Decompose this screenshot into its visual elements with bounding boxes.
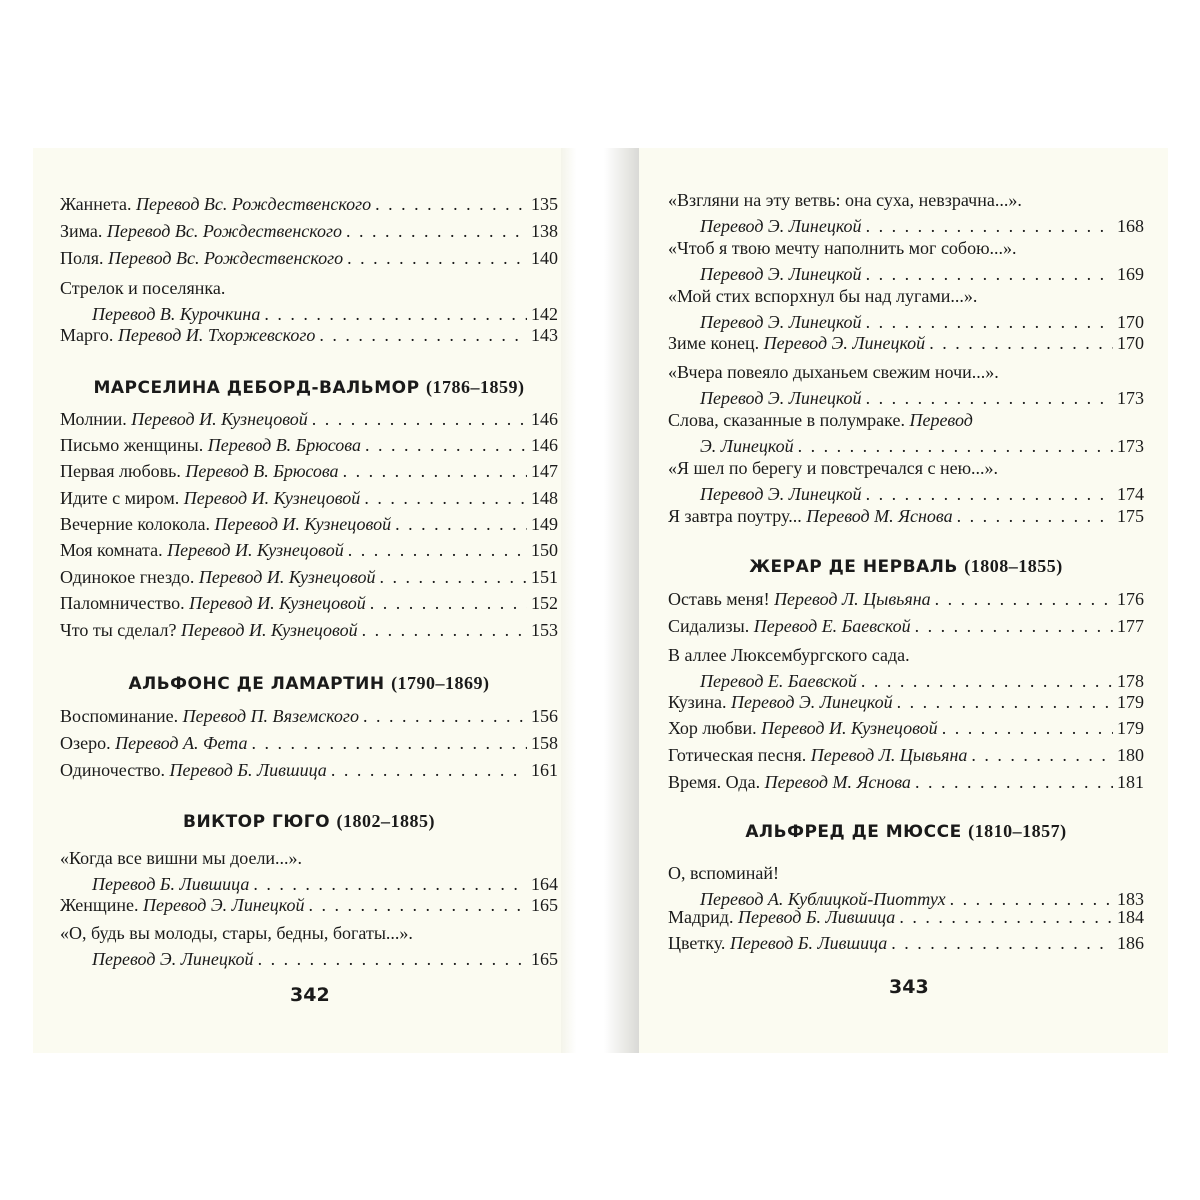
page-ref: 178 — [1117, 671, 1144, 691]
page-ref: 143 — [531, 325, 558, 345]
toc-entry: Моя комната. Перевод И. Кузнецовой . . . 150 — [60, 537, 558, 563]
toc-entry: Хор любви. Перевод И. Кузнецовой . . . 179 — [668, 715, 1144, 741]
toc-entry: Женщине. Перевод Э. Линецкой . . . 165 — [60, 892, 558, 918]
toc-entry: Готическая песня. Перевод Л. Цывьяна . . . 180 — [668, 742, 1144, 768]
toc-entry: Я завтра поутру... Перевод М. Яснова . . . 175 — [668, 503, 1144, 529]
page-ref: 161 — [531, 760, 558, 780]
section-heading: АЛЬФРЕД ДЕ МЮССЕ (1810–1857) — [745, 821, 1067, 842]
section-heading: МАРСЕЛИНА ДЕБОРД-ВАЛЬМОР (1786–1859) — [93, 377, 525, 398]
toc-entry: «Я шел по берегу и повстречался с нею...». Перевод Э. Линецкой . . . 174 — [668, 455, 1144, 507]
page-ref: 149 — [531, 514, 558, 534]
page-ref: 174 — [1117, 484, 1144, 504]
toc-entry: Идите с миром. Перевод И. Кузнецовой . . . 148 — [60, 485, 558, 511]
toc-entry: «Мой стих вспорхнул бы над лугами...». Перевод Э. Линецкой . . . 170 — [668, 283, 1144, 335]
book-spread — [33, 148, 1168, 1053]
book-gutter — [561, 148, 639, 1053]
page-ref: 186 — [1117, 933, 1144, 953]
page-ref: 150 — [531, 540, 558, 560]
toc-entry: Слова, сказанные в полумраке. Перевод Э. Линецкой . . . 173 — [668, 407, 1144, 459]
page-ref: 168 — [1117, 216, 1144, 236]
page-number: 343 — [889, 976, 929, 998]
page-number: 342 — [290, 984, 330, 1006]
toc-entry: Паломничество. Перевод И. Кузнецовой . . . 152 — [60, 590, 558, 616]
toc-entry: Зиме конец. Перевод Э. Линецкой . . . 170 — [668, 330, 1144, 356]
page-ref: 135 — [531, 194, 558, 214]
page-ref: 142 — [531, 304, 558, 324]
page-ref: 146 — [531, 435, 558, 455]
page-ref: 165 — [531, 949, 558, 969]
page-ref: 146 — [531, 409, 558, 429]
toc-entry: «Вчера повеяло дыханьем свежим ночи...». Перевод Э. Линецкой . . . 173 — [668, 359, 1144, 411]
page-ref: 181 — [1117, 772, 1144, 792]
section-heading: ЖЕРАР ДЕ НЕРВАЛЬ (1808–1855) — [749, 556, 1063, 577]
section-heading: ВИКТОР ГЮГО (1802–1885) — [183, 811, 435, 832]
toc-entry: Время. Ода. Перевод М. Яснова . . . 181 — [668, 769, 1144, 795]
page-ref: 152 — [531, 593, 558, 613]
page-ref: 180 — [1117, 745, 1144, 765]
toc-entry: «Когда все вишни мы доели...». Перевод Б. Лившица . . . 164 — [60, 845, 558, 897]
toc-entry: Воспоминание. Перевод П. Вяземского . . . 156 — [60, 703, 558, 729]
page-ref: 173 — [1117, 388, 1144, 408]
page-ref: 175 — [1117, 506, 1144, 526]
toc-entry: Что ты сделал? Перевод И. Кузнецовой . . . 153 — [60, 617, 558, 643]
page-ref: 140 — [531, 248, 558, 268]
toc-entry: О, вспоминай! Перевод А. Кублицкой-Пиоттух . . . 183 — [668, 860, 1144, 912]
page-ref: 176 — [1117, 589, 1144, 609]
section-heading: АЛЬФОНС ДЕ ЛАМАРТИН (1790–1869) — [128, 673, 490, 694]
toc-entry: «Чтоб я твою мечту наполнить мог собою...». Перевод Э. Линецкой . . . 169 — [668, 235, 1144, 287]
page-ref: 151 — [531, 567, 558, 587]
toc-entry: Сидализы. Перевод Е. Баевской . . . 177 — [668, 613, 1144, 639]
page-ref: 165 — [531, 895, 558, 915]
page-ref: 183 — [1117, 889, 1144, 909]
toc-entry: Цветку. Перевод Б. Лившица . . . 186 — [668, 930, 1144, 956]
toc-entry: Одиночество. Перевод Б. Лившица . . . 161 — [60, 757, 558, 783]
toc-entry: «О, будь вы молоды, стары, бедны, богаты...». Перевод Э. Линецкой . . . 165 — [60, 920, 558, 972]
toc-entry: Мадрид. Перевод Б. Лившица . . . 184 — [668, 904, 1144, 930]
page-ref: 177 — [1117, 616, 1144, 636]
page-ref: 156 — [531, 706, 558, 726]
page-ref: 148 — [531, 488, 558, 508]
page-ref: 179 — [1117, 718, 1144, 738]
page-ref: 138 — [531, 221, 558, 241]
page-ref: 153 — [531, 620, 558, 640]
page-ref: 173 — [1117, 436, 1144, 456]
toc-entry: Оставь меня! Перевод Л. Цывьяна . . . 176 — [668, 586, 1144, 612]
page-ref: 170 — [1117, 333, 1144, 353]
toc-entry: Озеро. Перевод А. Фета . . . 158 — [60, 730, 558, 756]
page-ref: 158 — [531, 733, 558, 753]
toc-entry: Жаннета. Перевод Вс. Рождественского . . . 135 — [60, 191, 558, 217]
toc-entry: Молнии. Перевод И. Кузнецовой . . . 146 — [60, 406, 558, 432]
toc-entry: Первая любовь. Перевод В. Брюсова . . . 147 — [60, 458, 558, 484]
page-ref: 169 — [1117, 264, 1144, 284]
toc-entry: «Взгляни на эту ветвь: она суха, невзрачна...». Перевод Э. Линецкой . . . 168 — [668, 187, 1144, 239]
page-ref: 179 — [1117, 692, 1144, 712]
page-ref: 147 — [531, 461, 558, 481]
toc-entry: Письмо женщины. Перевод В. Брюсова . . . 146 — [60, 432, 558, 458]
toc-entry: Стрелок и поселянка. Перевод В. Курочкина . . . 142 — [60, 275, 558, 327]
toc-entry: Вечерние колокола. Перевод И. Кузнецовой . . . 149 — [60, 511, 558, 537]
page-ref: 184 — [1117, 907, 1144, 927]
page-ref: 164 — [531, 874, 558, 894]
toc-entry: Одинокое гнездо. Перевод И. Кузнецовой . . . 151 — [60, 564, 558, 590]
toc-entry: Марго. Перевод И. Тхоржевского . . . 143 — [60, 322, 558, 348]
page-ref: 170 — [1117, 312, 1144, 332]
toc-entry: Поля. Перевод Вс. Рождественского . . . 140 — [60, 245, 558, 271]
toc-entry: Кузина. Перевод Э. Линецкой . . . 179 — [668, 689, 1144, 715]
toc-entry: В аллее Люксембургского сада. Перевод Е. Баевской . . . 178 — [668, 642, 1144, 694]
toc-entry: Зима. Перевод Вс. Рождественского . . . 138 — [60, 218, 558, 244]
